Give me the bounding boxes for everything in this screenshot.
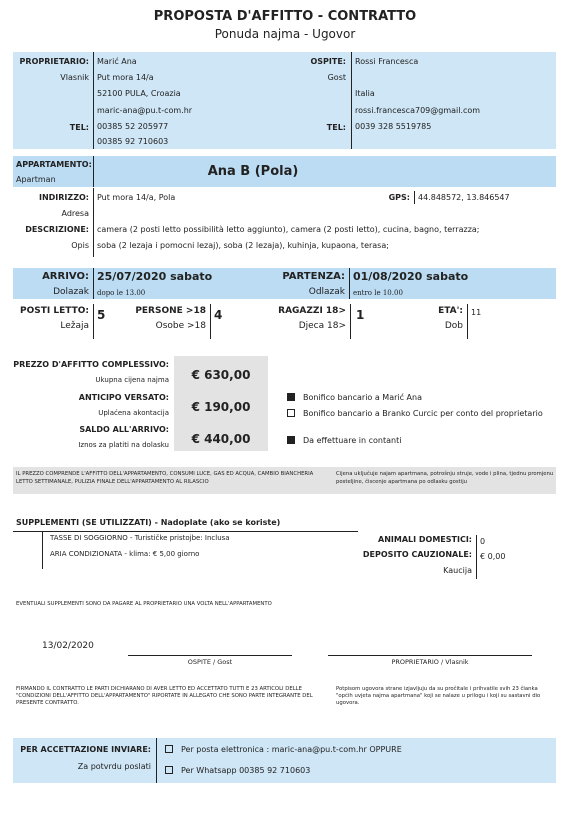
address-label-hr: Adresa [61,209,89,218]
page-title: PROPOSTA D'AFFITTO - CONTRATTO [153,9,417,24]
checkbox-empty-icon [165,745,173,753]
beds-label-hr: Ležaja [60,321,89,331]
includes-it: IL PREZZO COMPRENDE L'AFFITTO DELL'APPARTAMENTO, CONSUMI LUCE, GAS ED ACQUA, CAMBIO BIANCHERIA LETTO SETTIMANALE, PULIZIA FINALE DELL'APPARTAMENTO AL RILASCIO [16,471,314,485]
guest-tel-label: TEL: [326,123,346,132]
arrival-label: ARRIVO: [42,271,89,282]
pets-value: 0 [476,535,485,579]
owner-tel-label: TEL: [69,123,89,132]
kids-value: 1 [356,308,365,322]
persons-label-hr: Osobe >18 [155,321,206,331]
supplements-title: SUPPLEMENTI (SE UTILIZZATI) - Nadoplate (ako se koriste) [16,518,281,527]
arrival-label-hr: Dolazak [53,287,89,297]
guest-name: Rossi Francesca [355,57,419,66]
owner-label: PROPRIETARIO: [19,57,89,66]
apartment-label: APPARTAMENTO: [16,160,92,169]
description-hr: soba (2 lezaja i pomocni lezaj), soba (2 lezaja), kuhinja, kupaona, terasa; [97,241,389,250]
beds-label: POSTI LETTO: [20,306,89,316]
departure-date: 01/08/2020 sabato [353,270,469,283]
departure-label: PARTENZA: [282,271,345,282]
checkbox-checked-icon [287,393,295,401]
contract-date: 13/02/2020 [42,641,94,651]
checkbox-checked-icon [287,436,295,444]
bail-label: DEPOSITO CAUZIONALE: [362,550,472,559]
departure-note: entro le 10.00 [353,289,403,297]
guest-email: rossi.francesca709@gmail.com [355,106,481,115]
tax-text: TASSE DI SOGGIORNO - Turističke pristojbe: Inclusa [50,534,230,542]
total-label: PREZZO D'AFFITTO COMPLESSIVO: [13,360,169,369]
send-label-hr: Za potvrdu poslati [77,762,151,771]
guest-label-hr: Gost [327,73,346,82]
owner-address1: Put mora 14/a [97,73,154,82]
guest-label: OSPITE: [310,57,346,66]
kids-label-hr: Djeca 18> [298,321,346,331]
owner-email: maric-ana@pu.t-com.hr [97,106,193,115]
persons-label: PERSONE >18 [135,306,206,316]
checkbox-empty-icon [287,409,295,417]
address-label: INDIRIZZO: [38,193,89,202]
age-value: 11 [471,308,482,317]
payment-option-3[interactable]: Da effettuare in contanti [287,434,401,447]
total-value: € 630,00 [191,368,251,382]
pets-label: ANIMALI DOMESTICI: [378,535,472,544]
terms-it: FIRMANDO IL CONTRATTO LE PARTI DICHIARANO DI AVER LETTO ED ACCETTATO TUTTI E 23 ARTICOLI DELLE "CONDIZIONI DELL'AFFITTO DELL'APPARTAMENTO" RIPORTATE IN ALLEGATO CHE SONO PARTE INTEGRANTE DEL PRESENTE CONTRATTO. [16,686,313,706]
kids-label: RAGAZZI 18> [278,306,346,316]
guest-country: Italia [355,89,375,98]
checkbox-empty-icon [165,766,173,774]
description-it: camera (2 posti letto possibilità letto aggiunto), camera (2 posti letto), cucina, bagno, terrazza; [97,225,480,234]
balance-label: SALDO ALL'ARRIVO: [79,425,169,434]
guest-tel: 0039 328 5519785 [355,122,432,131]
apartment-address: Put mora 14/a, Pola [97,193,176,202]
apartment-label-hr: Apartman [16,175,56,184]
owner-address2: 52100 PULA, Croazia [97,89,181,98]
description-label: DESCRIZIONE: [25,225,89,234]
balance-label-hr: Iznos za platiti na dolasku [78,441,169,449]
deposit-label: ANTICIPO VERSATO: [78,393,169,402]
owner-signature-label: PROPRIETARIO / Vlasnik [391,658,469,666]
supplements-note: EVENTUALI SUPPLEMENTI SONO DA PAGARE AL PROPRIETARIO UNA VOLTA NELL'APPARTAMENTO [16,601,272,607]
beds-value: 5 [97,308,106,322]
send-option-email[interactable]: Per posta elettronica : maric-ana@pu.t-com.hr OPPURE [165,743,402,756]
gps-label: GPS: [388,193,410,202]
send-option-whatsapp[interactable]: Per Whatsapp 00385 92 710603 [165,764,310,777]
deposit-label-hr: Uplaćena akontacija [98,409,169,417]
arrival-note: dopo le 13.00 [97,289,146,297]
age-label-hr: Dob [444,321,463,331]
includes-hr: Cijena uključuje najam apartmana, potrošnju struje, vode i plina, tjednu promjenu posteljine, čiscenje apartmana po odlasku gostiju [336,471,554,485]
deposit-value: € 190,00 [191,400,251,414]
total-label-hr: Ukupna cijena najma [95,376,169,384]
ac-text: ARIA CONDIZIONATA - klima: € 5,00 giorno [50,550,200,558]
page-subtitle: Ponuda najma - Ugovor [214,27,356,41]
apartment-name: Ana B (Pola) [207,164,299,179]
owner-name: Marić Ana [97,57,137,66]
bail-label-hr: Kaucija [443,566,472,575]
payment-option-2[interactable]: Bonifico bancario a Branko Curcic per conto del proprietario [287,407,543,420]
gps-value: 44.848572, 13.846547 [414,191,510,204]
age-label: ETA': [438,306,463,316]
bail-value: € 0,00 [480,552,506,561]
departure-label-hr: Odlazak [308,287,345,297]
persons-value: 4 [214,308,223,322]
owner-label-hr: Vlasnik [60,73,89,82]
owner-tel2: 00385 92 710603 [97,137,169,146]
send-label: PER ACCETTAZIONE INVIARE: [20,745,151,754]
owner-tel1: 00385 52 205977 [97,122,169,131]
description-label-hr: Opis [71,241,89,250]
payment-option-1[interactable]: Bonifico bancario a Marić Ana [287,391,422,404]
terms-hr: Potpisom ugovora strane izjavljuju da su pročitale i prihvatile svih 23 članka "općih uvjeta najma apartmana" koji se nalaze u prilogu i koji su sastavni dio ugovora. [336,686,541,706]
guest-signature-label: OSPITE / Gost [187,658,233,666]
balance-value: € 440,00 [191,432,251,446]
arrival-date: 25/07/2020 sabato [97,270,213,283]
